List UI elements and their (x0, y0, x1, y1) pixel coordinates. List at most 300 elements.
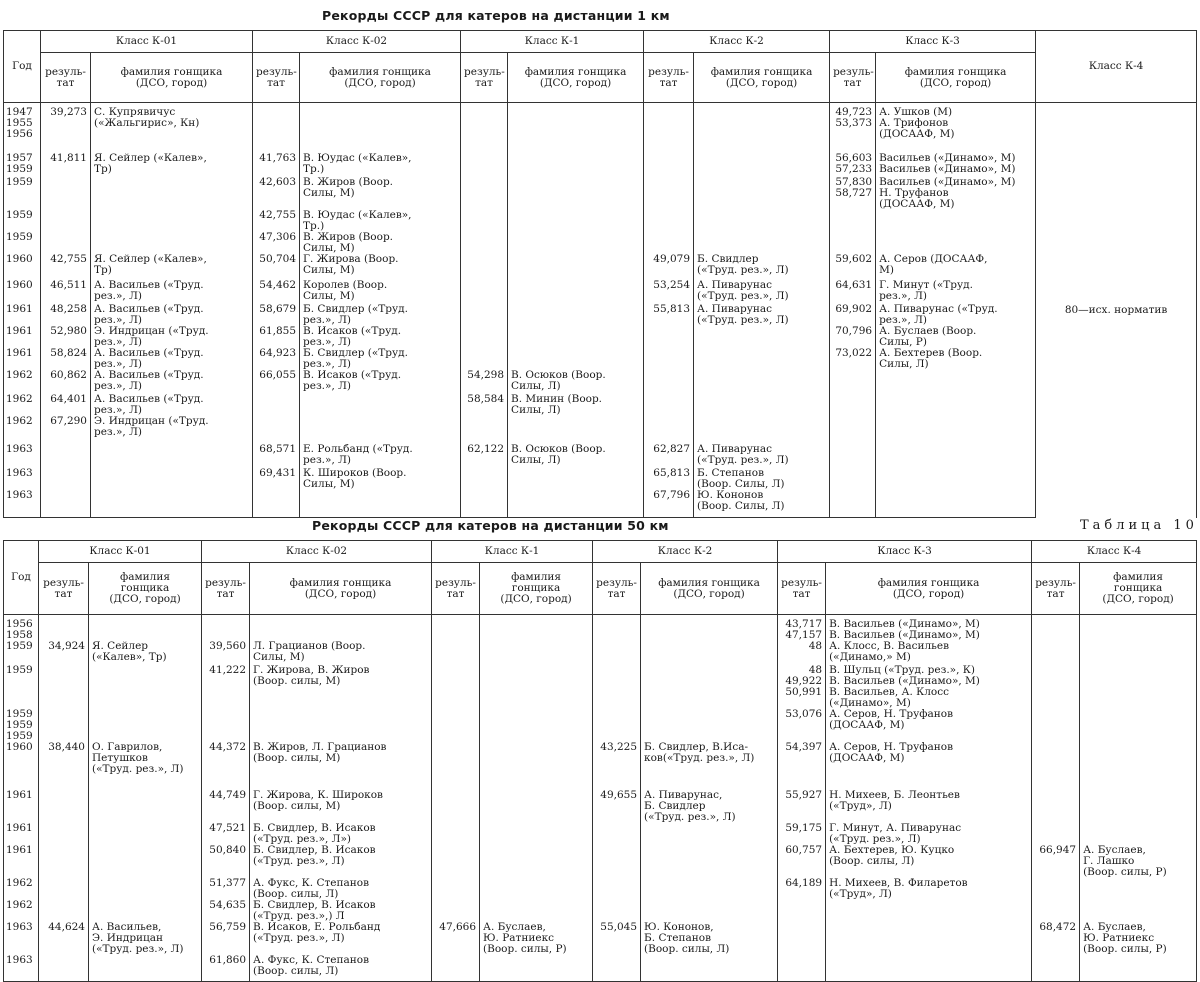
result-cell: 56,759 (202, 922, 250, 955)
result-cell (461, 416, 508, 444)
result-cell (432, 742, 480, 790)
racer-name-subheader: фамилия гонщика (ДСО, город) (300, 53, 461, 103)
class-header: Класс К-4 (1036, 31, 1197, 103)
table-row (4, 280, 1197, 304)
racer-cell: В. Юудас («Калев», Тр.) (300, 210, 461, 232)
result-cell (39, 790, 89, 823)
racer-cell (508, 468, 644, 490)
racer-cell: К. Широков (Воор. Силы, М) (300, 468, 461, 490)
result-cell: 44,624 (39, 922, 89, 955)
racer-cell (89, 900, 202, 922)
result-cell: 44,749 (202, 790, 250, 823)
year-cell: 1961 (4, 326, 41, 348)
table-row (4, 823, 1197, 845)
racer-cell (508, 348, 644, 370)
class-header: Класс К-01 (41, 31, 253, 53)
racer-cell: А. Бехтерев, Ю. Куцко (Воор. силы, Л) (826, 845, 1032, 878)
result-cell: 39,560 (202, 641, 250, 665)
racer-cell: Г. Минут («Труд. рез.», Л) (876, 280, 1036, 304)
racer-name-subheader: фамилия гонщика (ДСО, город) (826, 563, 1032, 615)
year-cell: 1947 1955 1956 (4, 103, 41, 153)
class-header: Класс К-02 (202, 541, 432, 563)
racer-cell: Г. Жирова, К. Широков (Воор. силы, М) (250, 790, 432, 823)
result-cell (432, 615, 480, 642)
racer-cell (508, 177, 644, 210)
racer-cell (480, 823, 593, 845)
result-subheader: резуль- тат (202, 563, 250, 615)
result-cell: 69,431 (253, 468, 300, 490)
racer-cell: Я. Сейлер («Калев», Тр) (89, 641, 202, 665)
result-cell (1032, 615, 1080, 642)
table-row (4, 490, 1197, 518)
result-cell: 53,254 (644, 280, 694, 304)
result-cell: 41,811 (41, 153, 91, 177)
racer-cell: Б. Свидлер («Труд. рез.», Л) (694, 254, 830, 280)
result-cell (830, 232, 876, 254)
result-cell: 54,298 (461, 370, 508, 394)
racer-cell (91, 232, 253, 254)
racer-cell (1080, 641, 1197, 665)
result-cell: 54,635 (202, 900, 250, 922)
result-cell: 64,401 (41, 394, 91, 416)
racer-cell (1080, 665, 1197, 709)
racer-name-subheader: фамилия гонщика (ДСО, город) (91, 53, 253, 103)
racer-cell (1080, 709, 1197, 742)
result-cell (39, 878, 89, 900)
table-row (4, 742, 1197, 790)
result-cell (644, 103, 694, 153)
year-cell: 1962 (4, 394, 41, 416)
result-cell (1032, 823, 1080, 845)
racer-cell (694, 232, 830, 254)
result-cell: 57,830 58,727 (830, 177, 876, 210)
racer-cell (876, 232, 1036, 254)
result-cell (461, 254, 508, 280)
racer-cell (876, 444, 1036, 468)
racer-cell (641, 823, 778, 845)
result-subheader: резуль- тат (1032, 563, 1080, 615)
racer-cell (641, 641, 778, 665)
year-cell: 1961 (4, 790, 39, 823)
result-cell (644, 210, 694, 232)
table-row (4, 254, 1197, 280)
year-cell: 1959 (4, 232, 41, 254)
table-row (4, 615, 1197, 642)
year-cell: 1960 (4, 742, 39, 790)
result-cell: 49,655 (593, 790, 641, 823)
racer-cell (89, 709, 202, 742)
result-cell (644, 153, 694, 177)
result-cell: 69,902 (830, 304, 876, 326)
result-cell (830, 394, 876, 416)
racer-cell: Э. Индрицан («Труд. рез.», Л) (91, 326, 253, 348)
racer-cell (641, 665, 778, 709)
result-cell (202, 709, 250, 742)
racer-cell: Б. Свидлер, В. Исаков («Труд. рез.»,) Л (250, 900, 432, 922)
table-row (4, 304, 1197, 326)
year-cell: 1959 1959 1959 (4, 709, 39, 742)
result-cell (461, 468, 508, 490)
result-cell (432, 709, 480, 742)
result-cell (39, 845, 89, 878)
racer-cell: А. Фукс, К. Степанов (Воор. силы, Л) (250, 878, 432, 900)
racer-cell (876, 394, 1036, 416)
year-cell: 1963 (4, 490, 41, 518)
racer-cell (508, 416, 644, 444)
result-cell: 62,827 (644, 444, 694, 468)
result-cell: 61,860 (202, 955, 250, 981)
racer-cell (480, 955, 593, 981)
result-cell: 65,813 (644, 468, 694, 490)
result-cell (41, 490, 91, 518)
racer-cell (694, 326, 830, 348)
racer-cell: Ю. Кононов (Воор. Силы, Л) (694, 490, 830, 518)
racer-cell: А. Буслаев, Ю. Ратниекс (Воор. силы, Р) (480, 922, 593, 955)
result-cell (778, 955, 826, 981)
result-cell (461, 103, 508, 153)
result-cell: 56,603 57,233 (830, 153, 876, 177)
racer-cell (694, 370, 830, 394)
result-cell: 64,631 (830, 280, 876, 304)
racer-cell: А. Васильев («Труд. рез.», Л) (91, 370, 253, 394)
racer-cell (1080, 955, 1197, 981)
result-subheader: резуль- тат (41, 53, 91, 103)
racer-cell (89, 823, 202, 845)
racer-cell: В. Исаков («Труд. рез.», Л) (300, 326, 461, 348)
year-cell: 1963 (4, 468, 41, 490)
result-cell (830, 370, 876, 394)
racer-cell (876, 370, 1036, 394)
result-cell: 48 49,922 50,991 (778, 665, 826, 709)
result-cell: 62,122 (461, 444, 508, 468)
table-row (4, 370, 1197, 394)
result-cell: 51,377 (202, 878, 250, 900)
racer-cell (694, 416, 830, 444)
table-row (4, 665, 1197, 709)
result-cell (593, 665, 641, 709)
racer-cell: Б. Свидлер («Труд. рез.», Л) (300, 304, 461, 326)
result-cell: 59,602 (830, 254, 876, 280)
result-cell: 41,763 (253, 153, 300, 177)
result-cell: 55,813 (644, 304, 694, 326)
racer-cell (89, 878, 202, 900)
result-cell: 47,521 (202, 823, 250, 845)
racer-cell: Б. Свидлер, В.Иса- ков(«Труд. рез.», Л) (641, 742, 778, 790)
result-cell (461, 232, 508, 254)
racer-cell: Б. Свидлер, В. Исаков («Труд. рез.», Л») (250, 823, 432, 845)
class-header: Класс К-2 (644, 31, 830, 53)
racer-cell: А. Бехтерев (Воор. Силы, Л) (876, 348, 1036, 370)
racer-cell (1080, 742, 1197, 790)
result-subheader: резуль- тат (39, 563, 89, 615)
racer-cell (1080, 878, 1197, 900)
racer-cell: А. Пиварунас («Труд. рез.», Л) (694, 304, 830, 326)
racer-cell (91, 490, 253, 518)
result-cell: 46,511 (41, 280, 91, 304)
racer-cell: А. Васильев («Труд. рез.», Л) (91, 304, 253, 326)
racer-cell (91, 444, 253, 468)
racer-name-subheader: фамилия гонщика (ДСО, город) (508, 53, 644, 103)
racer-cell: С. Купрявичус («Жальгирис», Кн) (91, 103, 253, 153)
racer-cell (508, 210, 644, 232)
table-row (4, 210, 1197, 232)
table-row (4, 878, 1197, 900)
year-cell: 1962 (4, 370, 41, 394)
racer-cell: Г. Жирова (Воор. Силы, М) (300, 254, 461, 280)
racer-cell (89, 845, 202, 878)
result-cell: 39,273 (41, 103, 91, 153)
table-row (4, 416, 1197, 444)
result-cell: 50,704 (253, 254, 300, 280)
result-cell (593, 845, 641, 878)
result-cell: 60,757 (778, 845, 826, 878)
year-cell: 1961 (4, 845, 39, 878)
result-cell (644, 326, 694, 348)
result-cell (593, 641, 641, 665)
result-cell (253, 490, 300, 518)
result-cell: 68,571 (253, 444, 300, 468)
racer-cell: В. Жиров, Л. Грацианов (Воор. силы, М) (250, 742, 432, 790)
result-cell (830, 416, 876, 444)
result-cell (593, 878, 641, 900)
racer-cell (694, 153, 830, 177)
racer-cell (508, 490, 644, 518)
result-cell (830, 210, 876, 232)
result-cell (593, 823, 641, 845)
result-cell: 54,462 (253, 280, 300, 304)
result-subheader: резуль- тат (830, 53, 876, 103)
year-cell: 1959 (4, 177, 41, 210)
racer-cell: В. Осюков (Воор. Силы, Л) (508, 444, 644, 468)
result-cell: 52,980 (41, 326, 91, 348)
result-cell (830, 468, 876, 490)
result-cell (1032, 665, 1080, 709)
racer-cell (89, 790, 202, 823)
result-cell: 54,397 (778, 742, 826, 790)
racer-name-subheader: фамилия гонщика (ДСО, город) (250, 563, 432, 615)
racer-cell (641, 878, 778, 900)
result-cell (41, 468, 91, 490)
result-cell (461, 177, 508, 210)
racer-cell (694, 103, 830, 153)
racer-cell (480, 900, 593, 922)
racer-cell: А. Буслаев (Воор. Силы, Р) (876, 326, 1036, 348)
racer-cell (641, 955, 778, 981)
racer-cell: Васильев («Динамо», М) Н. Труфанов (ДОСААФ, М) (876, 177, 1036, 210)
result-cell: 73,022 (830, 348, 876, 370)
year-cell: 1959 (4, 210, 41, 232)
racer-cell: В. Юудас («Калев», Тр.) (300, 153, 461, 177)
result-subheader: резуль- тат (644, 53, 694, 103)
result-cell (41, 210, 91, 232)
result-cell (461, 153, 508, 177)
table-row (4, 845, 1197, 878)
result-cell (1032, 878, 1080, 900)
result-cell: 66,947 (1032, 845, 1080, 878)
year-header: Год (4, 31, 41, 103)
racer-cell (694, 394, 830, 416)
racer-cell: А. Пиварунас, Б. Свидлер («Труд. рез.», Л) (641, 790, 778, 823)
result-subheader: резуль- тат (593, 563, 641, 615)
result-cell: 59,175 (778, 823, 826, 845)
racer-cell (480, 878, 593, 900)
racer-cell (300, 416, 461, 444)
result-cell (39, 900, 89, 922)
result-cell (644, 232, 694, 254)
racer-cell (480, 615, 593, 642)
racer-cell (876, 468, 1036, 490)
table-row (4, 468, 1197, 490)
racer-cell (300, 394, 461, 416)
result-cell (461, 304, 508, 326)
racer-cell: Я. Сейлер («Калев», Тр) (91, 153, 253, 177)
racer-cell (1080, 900, 1197, 922)
result-cell (253, 394, 300, 416)
result-cell: 60,862 (41, 370, 91, 394)
racer-cell (694, 348, 830, 370)
table-row (4, 922, 1197, 955)
racer-cell: Б. Свидлер («Труд. рез.», Л) (300, 348, 461, 370)
class-header: Класс К-1 (432, 541, 593, 563)
result-cell (644, 348, 694, 370)
table-row (4, 790, 1197, 823)
racer-cell (89, 665, 202, 709)
racer-cell: Королев (Воор. Силы, М) (300, 280, 461, 304)
racer-cell (641, 709, 778, 742)
racer-cell: Я. Сейлер («Калев», Тр) (91, 254, 253, 280)
year-cell: 1962 (4, 416, 41, 444)
result-cell: 64,923 (253, 348, 300, 370)
year-cell: 1960 (4, 254, 41, 280)
racer-cell (1080, 615, 1197, 642)
result-cell: 42,603 (253, 177, 300, 210)
class-header: Класс К-02 (253, 31, 461, 53)
result-cell (778, 922, 826, 955)
racer-cell: Э. Индрицан («Труд. рез.», Л) (91, 416, 253, 444)
racer-cell: Н. Михеев, В. Филаретов («Труд», Л) (826, 878, 1032, 900)
result-cell (432, 955, 480, 981)
result-cell: 61,855 (253, 326, 300, 348)
result-cell (644, 370, 694, 394)
result-cell (39, 955, 89, 981)
result-cell (432, 845, 480, 878)
result-cell (41, 232, 91, 254)
racer-cell: В. Васильев («Динамо», М) В. Васильев («Динамо», М) (826, 615, 1032, 642)
result-cell (432, 900, 480, 922)
result-cell (41, 444, 91, 468)
result-cell (202, 615, 250, 642)
table-number-label: Таблица 10 (1080, 518, 1198, 533)
racer-cell: Г. Минут, А. Пиварунас («Труд. рез.», Л) (826, 823, 1032, 845)
table-row (4, 900, 1197, 922)
result-cell (1032, 790, 1080, 823)
racer-cell (250, 709, 432, 742)
racer-cell: А. Васильев, Э. Индрицан («Труд. рез.», Л) (89, 922, 202, 955)
records-50km-table (3, 540, 1197, 982)
result-cell: 68,472 (1032, 922, 1080, 955)
racer-cell (641, 615, 778, 642)
racer-cell: В. Исаков, Е. Рольбанд («Труд. рез.», Л) (250, 922, 432, 955)
racer-cell (1080, 823, 1197, 845)
racer-cell: А. Фукс, К. Степанов (Воор. силы, Л) (250, 955, 432, 981)
result-cell: 48 (778, 641, 826, 665)
racer-cell: В. Жиров (Воор. Силы, М) (300, 232, 461, 254)
table-row (4, 394, 1197, 416)
result-cell (39, 709, 89, 742)
class-header: Класс К-1 (461, 31, 644, 53)
racer-cell: О. Гаврилов, Петушков («Труд. рез.», Л) (89, 742, 202, 790)
racer-cell (1080, 790, 1197, 823)
racer-cell: А. Серов (ДОСААФ, М) (876, 254, 1036, 280)
racer-cell (89, 955, 202, 981)
year-cell: 1956 1958 (4, 615, 39, 642)
racer-cell: Б. Свидлер, В. Исаков («Труд. рез.», Л) (250, 845, 432, 878)
result-cell: 55,927 (778, 790, 826, 823)
racer-cell (876, 490, 1036, 518)
result-cell (253, 103, 300, 153)
result-cell: 42,755 (253, 210, 300, 232)
table-row (4, 326, 1197, 348)
result-subheader: резуль- тат (253, 53, 300, 103)
racer-cell: А. Клосс, В. Васильев («Динамо,» М) (826, 641, 1032, 665)
result-cell (593, 615, 641, 642)
racer-cell: А. Серов, Н. Труфанов (ДОСААФ, М) (826, 709, 1032, 742)
table-row (4, 955, 1197, 981)
racer-cell: В. Минин (Воор. Силы, Л) (508, 394, 644, 416)
racer-cell (826, 900, 1032, 922)
year-cell: 1963 (4, 444, 41, 468)
result-cell: 41,222 (202, 665, 250, 709)
result-subheader: резуль- тат (778, 563, 826, 615)
racer-cell (300, 103, 461, 153)
racer-cell (641, 900, 778, 922)
result-cell (432, 665, 480, 709)
result-cell (593, 709, 641, 742)
result-cell (253, 416, 300, 444)
racer-cell (480, 665, 593, 709)
table-row (4, 641, 1197, 665)
result-cell: 48,258 (41, 304, 91, 326)
racer-cell (480, 790, 593, 823)
racer-cell: В. Шульц («Труд. рез.», К) В. Васильев («Динамо», М) В. Васильев, А. Клосс («Динамо», М) (826, 665, 1032, 709)
result-cell: 67,796 (644, 490, 694, 518)
racer-cell: А. Ушков (М) А. Трифонов (ДОСААФ, М) (876, 103, 1036, 153)
table-row (4, 153, 1197, 177)
result-cell: 66,055 (253, 370, 300, 394)
result-cell: 38,440 (39, 742, 89, 790)
result-cell (41, 177, 91, 210)
racer-cell (876, 210, 1036, 232)
result-subheader: резуль- тат (461, 53, 508, 103)
result-cell: 43,225 (593, 742, 641, 790)
result-cell (39, 615, 89, 642)
table-row (4, 709, 1197, 742)
result-cell: 58,824 (41, 348, 91, 370)
racer-cell (876, 416, 1036, 444)
table-row (4, 177, 1197, 210)
year-cell: 1961 (4, 348, 41, 370)
table-row (4, 103, 1197, 153)
result-cell (593, 900, 641, 922)
class-header: Класс К-4 (1032, 541, 1197, 563)
result-cell: 47,666 (432, 922, 480, 955)
racer-cell (480, 845, 593, 878)
records-1km-table (3, 30, 1197, 518)
racer-cell: А. Пиварунас («Труд. рез.», Л) (694, 444, 830, 468)
result-cell (461, 490, 508, 518)
racer-cell: Ю. Кононов, Б. Степанов (Воор. силы, Л) (641, 922, 778, 955)
result-cell: 43,717 47,157 (778, 615, 826, 642)
